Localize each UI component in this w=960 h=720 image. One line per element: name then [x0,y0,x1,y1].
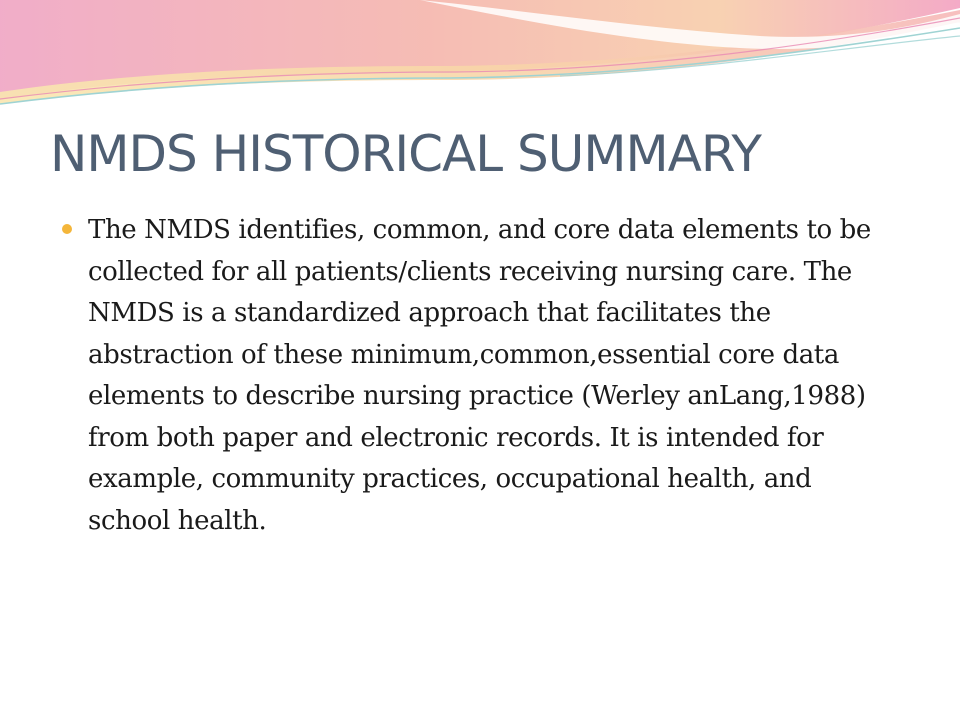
header-wave-decoration [0,0,960,120]
bullet-list [62,210,882,542]
bullet-dot-icon [62,224,72,234]
bullet-item [62,210,882,542]
bullet-text: The NMDS identifies, common, and core data elements to be collected for all patients/clients receiving nursing care. The NMDS is a standardized approach that facilitates the abstraction of these minimum,common,essential core data elements to describe nursing practice (Werley anLang,1988) from both paper and electronic records. It is intended for example, community practices, occupational health, and school health. [88,215,871,536]
slide-title: NMDS HISTORICAL SUMMARY [50,125,761,183]
